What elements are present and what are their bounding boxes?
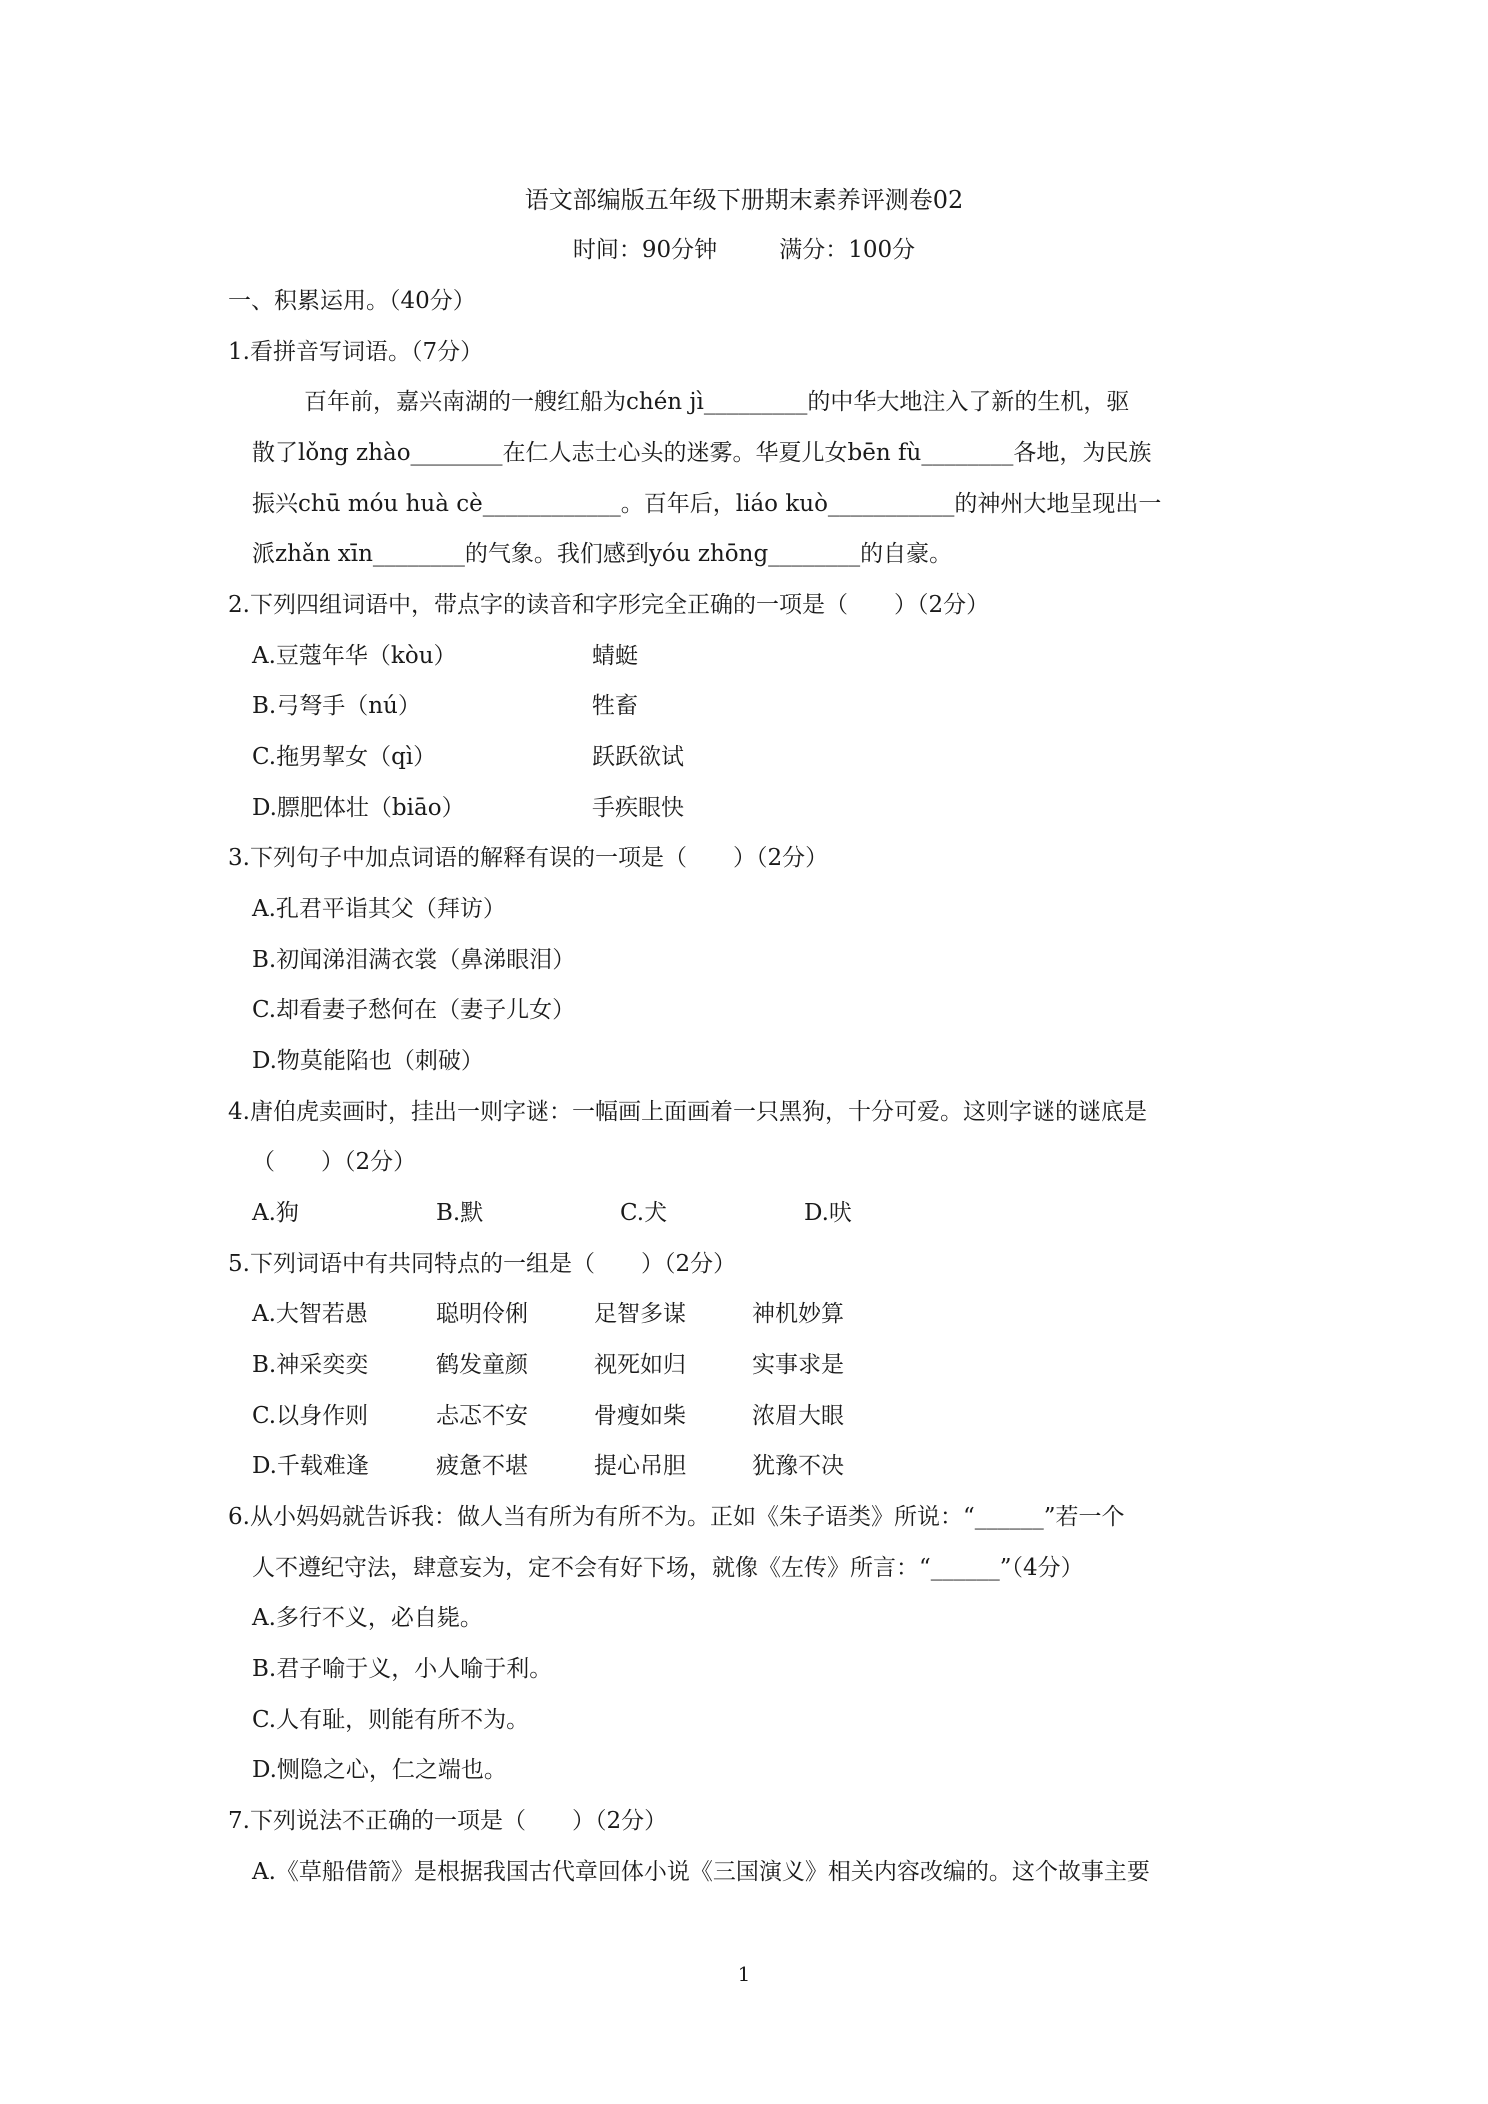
question-1-line: 派zhǎn xīn________的气象。我们感到yóu zhōng________的自豪。 (252, 541, 953, 567)
question-6-stem: 6.从小妈妈就告诉我：做人当有所为有所不为。正如《朱子语类》所说：“______”若一个 (228, 1504, 1125, 1530)
exam-meta (0, 234, 1488, 266)
question-3-option: B.初闻涕泪满衣裳（鼻涕眼泪） (252, 947, 576, 973)
page-number: 1 (737, 1962, 751, 1986)
question-7-stem: 7.下列说法不正确的一项是（ ）（2分） (228, 1808, 668, 1834)
question-4-stem: 4.唐伯虎卖画时，挂出一则字谜：一幅画上面画着一只黑狗，十分可爱。这则字谜的谜底是 (228, 1099, 1147, 1125)
question-4-option: A.狗 (252, 1200, 299, 1226)
question-1-stem: 1.看拼音写词语。（7分） (228, 339, 484, 365)
time-limit: 时间：90分钟 (572, 237, 718, 263)
question-6-option: C.人有耻，则能有所不为。 (252, 1707, 530, 1733)
question-3-option: C.却看妻子愁何在（妻子儿女） (252, 997, 576, 1023)
question-4-option: B.默 (436, 1200, 484, 1226)
question-5-stem: 5.下列词语中有共同特点的一组是（ ）（2分） (228, 1251, 737, 1277)
question-1-line: 百年前，嘉兴南湖的一艘红船为chén jì_________的中华大地注入了新的生机，驱 (304, 389, 1130, 415)
question-3-option: D.物莫能陷也（刺破） (252, 1048, 484, 1074)
question-4-stem-cont: （ ）（2分） (252, 1149, 417, 1175)
exam-title: 语文部编版五年级下册期末素养评测卷02 (524, 186, 964, 214)
question-4-option: D.吠 (804, 1200, 852, 1226)
question-1-line: 散了lǒng zhào________在仁人志士心头的迷雾。华夏儿女bēn fù________各地，为民族 (252, 440, 1152, 466)
question-7-option: A.《草船借箭》是根据我国古代章回体小说《三国演义》相关内容改编的。这个故事主要 (252, 1859, 1150, 1885)
section-heading: 一、积累运用。（40分） (228, 288, 476, 314)
question-6-option: A.多行不义，必自毙。 (252, 1605, 483, 1631)
question-4-option: C.犬 (620, 1200, 668, 1226)
question-6-stem-cont: 人不遵纪守法，肆意妄为，定不会有好下场，就像《左传》所言：“______”（4分） (252, 1555, 1084, 1581)
question-6-option: D.恻隐之心，仁之端也。 (252, 1757, 507, 1783)
exam-page: 语文部编版五年级下册期末素养评测卷02 时间：90分钟 满分：100分 一、积累运用。（40分） 1.看拼音写词语。（7分） 百年前，嘉兴南湖的一艘红船为chén jì_________的中华大地注入了新的生机，驱 散了lǒng zhào________在仁人志士心头的迷雾。华夏儿女bēn fù________各地，为民族 振兴chū móu huà cè____________。百年后，liáo kuò___________的神州大地呈现出一 派zhǎn xīn________的气象。我们感到yóu zhōng________的自豪。 2.下列四组词语中，带点字的读音和字形完全正确的一项是（ ）（2分） A.豆蔻年华（kòu） 蜻蜓 B.弓弩手（nú） 牲畜 C.拖男挈女（qì） 跃跃欲试 D.膘肥体壮（biāo） 手疾眼快 3.下列句子中加点词语的解释有误的一项是（ ）（2分） A.孔君平诣其父（拜访） B.初闻涕泪满衣裳（鼻涕眼泪） C.却看妻子愁何在（妻子儿女） D.物莫能陷也（刺破） 4.唐伯虎卖画时，挂出一则字谜：一幅画上面画着一只黑狗，十分可爱。这则字谜的谜底是 （ ）（2分） A.狗 B.默 C.犬 D.吠 5.下列词语中有共同特点的一组是（ ）（2分） A.大智若愚 聪明伶俐 足智多谋 神机妙算 B.神采奕奕 鹤发童颜 视死如归 实事求是 C.以身作则 忐忑不安 骨瘦如柴 浓眉大眼 D.千载难逢 疲惫不堪 提心吊胆 犹豫不决 6.从小妈妈就告诉我：做人当有所为有所不为。正如《朱子语类》所说：“______”若一个 人不遵纪守法，肆意妄为，定不会有好下场，就像《左传》所言：“______”（4分） A.多行不义，必自毙。 B.君子喻于义，小人喻于利。 C.人有耻，则能有所不为。 D.恻隐之心，仁之端也。 7.下列说法不正确的一项是（ ）（2分） A.《草船借箭》是根据我国古代章回体小说《三国演义》相关内容改编的。这个故事主要 1 (0, 0, 1488, 2104)
question-3-stem: 3.下列句子中加点词语的解释有误的一项是（ ）（2分） (228, 845, 829, 871)
question-2-stem: 2.下列四组词语中，带点字的读音和字形完全正确的一项是（ ）（2分） (228, 592, 990, 618)
question-3-option: A.孔君平诣其父（拜访） (252, 896, 506, 922)
question-1-line: 振兴chū móu huà cè____________。百年后，liáo kuò___________的神州大地呈现出一 (252, 491, 1162, 517)
question-6-option: B.君子喻于义，小人喻于利。 (252, 1656, 553, 1682)
full-score: 满分：100分 (779, 237, 916, 263)
